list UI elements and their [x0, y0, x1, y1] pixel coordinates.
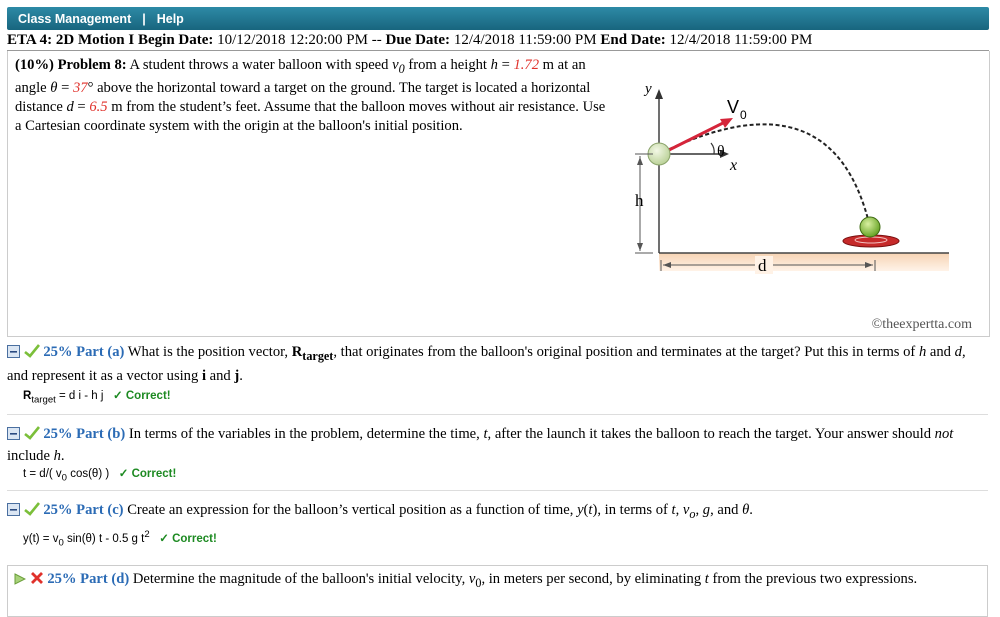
problem-label: Problem 8:: [57, 57, 127, 73]
height-label: h: [635, 191, 644, 210]
begin-date-label: Begin Date:: [137, 32, 214, 48]
check-icon: [24, 426, 40, 446]
part-b-answer-text: t = d/( $v_0$ cos(θ) ): [23, 468, 110, 484]
part-b-answer: [23, 466, 176, 483]
part-a: [7, 342, 988, 386]
landing-balloon: [860, 217, 880, 237]
projectile-diagram: [623, 81, 989, 331]
y-axis-label: y: [645, 81, 652, 97]
part-a-title: 25% Part (a): [43, 344, 125, 360]
part-d: [7, 565, 988, 617]
assignment-name: ETA 4: 2D Motion I: [7, 32, 135, 48]
collapse-icon[interactable]: [7, 502, 20, 522]
projectile-figure: [623, 81, 989, 331]
copyright-text: ©theexpertta.com: [871, 317, 972, 332]
part-c-title: 25% Part (c): [43, 502, 124, 518]
d-value: 6.5: [89, 98, 108, 115]
part-d-question: Determine the magnitude of the balloon's initial velocity, $v_0$, in meters per second, by eliminating t from the previous two expressions.: [132, 571, 918, 590]
help-link[interactable]: Help: [156, 11, 184, 26]
x-axis-label: x: [730, 157, 738, 174]
part-b-correct-status: ✓ Correct!: [118, 468, 177, 480]
collapse-icon[interactable]: [7, 344, 20, 364]
end-date-label: End Date:: [600, 32, 666, 48]
part-c-question: Create an expression for the balloon’s vertical position as a function of time, y(t), in terms of t, $v_o$, g, and θ.: [127, 502, 753, 521]
part-c-correct-status: ✓ Correct!: [159, 532, 217, 545]
ground: [659, 253, 949, 271]
problem-statement: (10%) Problem 8: A student throws a water balloon with speed $v_0$ from a height h = 1.72 m at an angle θ = 37° above the horizontal toward a target on the ground. The target is located a horizontal distance d = 6.5 m from the student’s feet. Assume that the balloon moves without air resistance. Use a Cartesian coordinate system with the origin at the balloon's initial position.: [15, 57, 606, 134]
expand-icon[interactable]: [14, 571, 26, 592]
velocity-label: V: [727, 97, 740, 117]
end-date-value: 12/4/2018 11:59:00 PM: [669, 32, 813, 48]
velocity-vector: [665, 122, 725, 152]
collapse-icon[interactable]: [7, 426, 20, 446]
due-date-label: Due Date:: [385, 32, 451, 48]
part-divider: [7, 414, 988, 415]
theta-symbol: θ: [50, 79, 58, 96]
begin-date-value: 10/12/2018 12:20:00 PM --: [217, 32, 382, 48]
d-symbol: d: [66, 98, 74, 115]
part-b: [7, 424, 988, 466]
problem-text-2: from a height: [408, 57, 487, 73]
part-divider: [7, 490, 988, 491]
part-a-question: What is the position vector, $R_{target}$, that originates from the balloon's original position and terminates at the target? Put this in terms of h and d, and represent it as a vector using i and j.: [7, 344, 966, 384]
h-symbol: h: [490, 57, 498, 73]
part-a-correct-status: ✓ Correct!: [113, 390, 171, 402]
part-d-title: 25% Part (d): [47, 571, 130, 587]
part-c-answer-text: $y(t) = v_0$ sin(θ) t - 0.5 g $t^2$: [23, 529, 150, 549]
incorrect-x-icon: [30, 571, 44, 592]
distance-label: d: [758, 256, 767, 275]
check-icon: [24, 344, 40, 364]
due-date-value: 12/4/2018 11:59:00 PM: [453, 32, 597, 48]
problem-panel: [7, 51, 990, 337]
part-c: [7, 500, 988, 524]
class-management-link[interactable]: Class Management: [18, 11, 132, 26]
problem-text-5: m from the student’s feet. Assume that the balloon moves without air resistance. Use a Cartesian coordinate system with the origin at the balloon's initial position.: [15, 98, 606, 134]
trajectory-path: [663, 124, 870, 227]
part-c-answer: [23, 529, 217, 548]
problem-text-3: m at an angle: [15, 57, 586, 96]
angle-arc: [711, 143, 714, 154]
part-a-answer: [23, 388, 171, 405]
part-b-title: 25% Part (b): [43, 426, 126, 442]
problem-weight: (10%): [15, 57, 54, 73]
v0-symbol: $v_0$: [392, 57, 405, 76]
top-menu-bar: [7, 7, 989, 30]
theta-value: 37: [72, 79, 88, 96]
check-icon: [24, 502, 40, 522]
problem-text-4: above the horizontal toward a target on the ground. The target is located a horizontal distance: [15, 79, 591, 115]
velocity-subscript: 0: [740, 108, 747, 122]
part-a-answer-text: $R_{target} = d$ i - h j: [23, 390, 104, 406]
angle-label: θ: [717, 143, 725, 160]
part-b-question: In terms of the variables in the problem, determine the time, t, after the launch it takes the balloon to reach the target. Your answer should not include h.: [7, 426, 954, 464]
h-value: 1.72: [513, 57, 539, 73]
problem-text-1: A student throws a water balloon with speed: [129, 57, 389, 73]
assignment-header: [7, 31, 989, 51]
menu-separator: |: [142, 11, 146, 26]
